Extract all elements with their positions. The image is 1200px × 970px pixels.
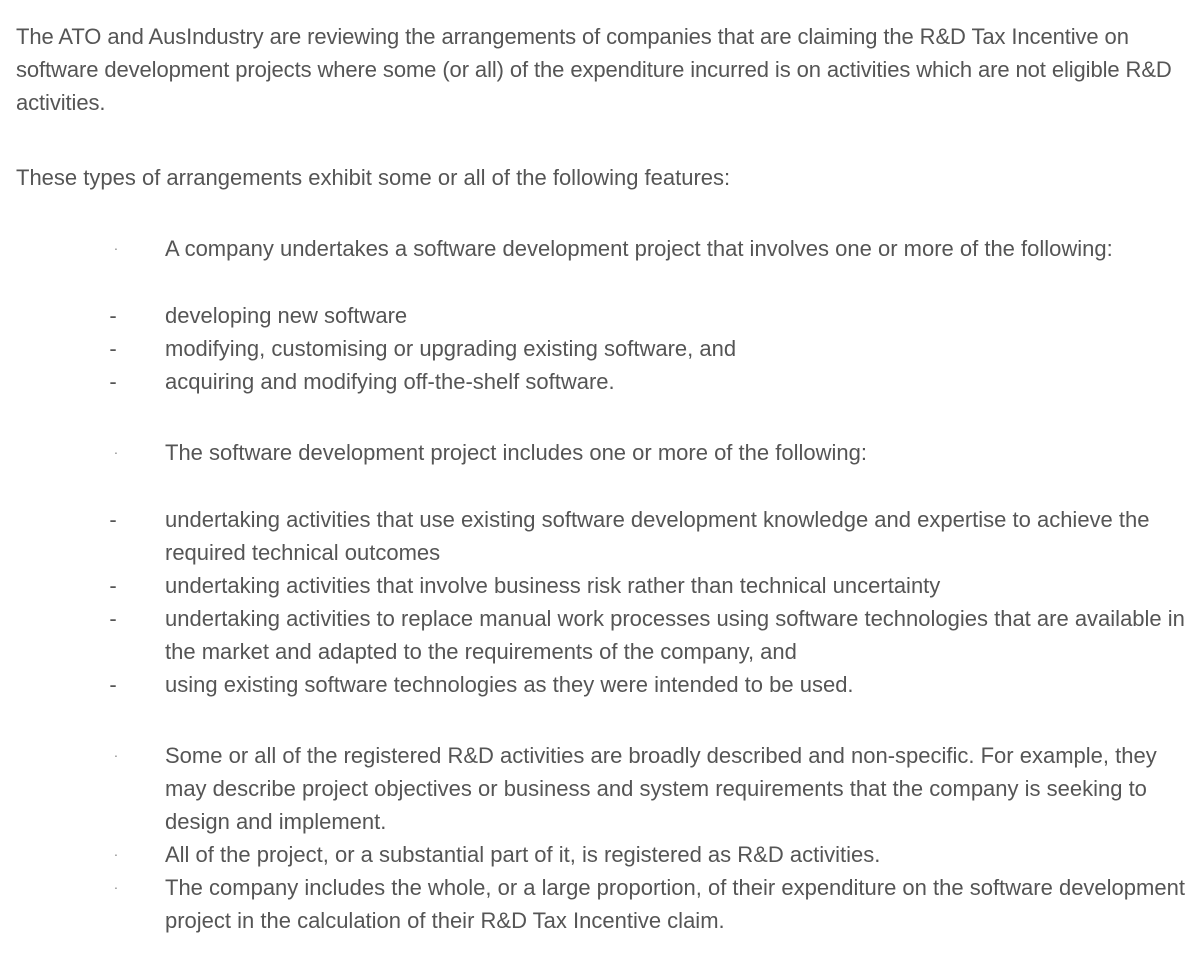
sublist-item-text: undertaking activities that use existing software development knowledge and expertise to achieve the required technical outcomes (165, 507, 1150, 565)
feature-item-1 (16, 232, 1192, 265)
features-lead-paragraph: These types of arrangements exhibit some or all of the following features: (16, 165, 731, 190)
bullet-dot: · (113, 444, 119, 460)
dash-marker: - (109, 573, 117, 598)
intro-paragraph: The ATO and AusIndustry are reviewing the arrangements of companies that are claiming the R&D Tax Incentive on software development projects where some (or all) of the expenditure incurred is on activities which are not eligible R&D activities. (16, 24, 1172, 115)
sublist-item-text: undertaking activities that involve business risk rather than technical uncertainty (165, 573, 941, 598)
bullet-dot: · (113, 879, 119, 895)
sublist-item-text: using existing software technologies as they were intended to be used. (165, 672, 854, 697)
feature-text: A company undertakes a software development project that involves one or more of the following: (165, 236, 1113, 261)
dash-marker: - (109, 369, 117, 394)
feature-item-4 (16, 838, 1192, 871)
sublist-item-text: acquiring and modifying off-the-shelf software. (165, 369, 615, 394)
sublist-item (16, 365, 1192, 398)
sublist-item (16, 602, 1192, 668)
feature-2-sublist (16, 503, 1192, 701)
feature-text: Some or all of the registered R&D activities are broadly described and non-specific. For example, they may describe project objectives or business and system requirements that the company is seeking to design and implement. (165, 743, 1157, 834)
bullet-dot: · (113, 846, 119, 862)
sublist-item (16, 332, 1192, 365)
dash-marker: - (109, 672, 117, 697)
dash-marker: - (109, 507, 117, 532)
sublist-item-text: modifying, customising or upgrading existing software, and (165, 336, 737, 361)
feature-item-2 (16, 436, 1192, 469)
feature-text: The software development project includes one or more of the following: (165, 440, 867, 465)
feature-text: The company includes the whole, or a large proportion, of their expenditure on the software development project in the calculation of their R&D Tax Incentive claim. (165, 875, 1185, 933)
sublist-item (16, 299, 1192, 332)
sublist-item (16, 668, 1192, 701)
feature-item-5 (16, 871, 1192, 937)
dash-marker: - (109, 303, 117, 328)
sublist-item-text: developing new software (165, 303, 408, 328)
dash-marker: - (109, 606, 117, 631)
feature-text: All of the project, or a substantial part of it, is registered as R&D activities. (165, 842, 881, 867)
bullet-dot: · (113, 240, 119, 256)
sublist-item (16, 569, 1192, 602)
dash-marker: - (109, 336, 117, 361)
sublist-item-text: undertaking activities to replace manual work processes using software technologies that are available in the market and adapted to the requirements of the company, and (165, 606, 1185, 664)
feature-item-3 (16, 739, 1192, 838)
bullet-dot: · (113, 747, 119, 763)
sublist-item (16, 503, 1192, 569)
feature-1-sublist (16, 299, 1192, 398)
document-body (16, 20, 1192, 937)
